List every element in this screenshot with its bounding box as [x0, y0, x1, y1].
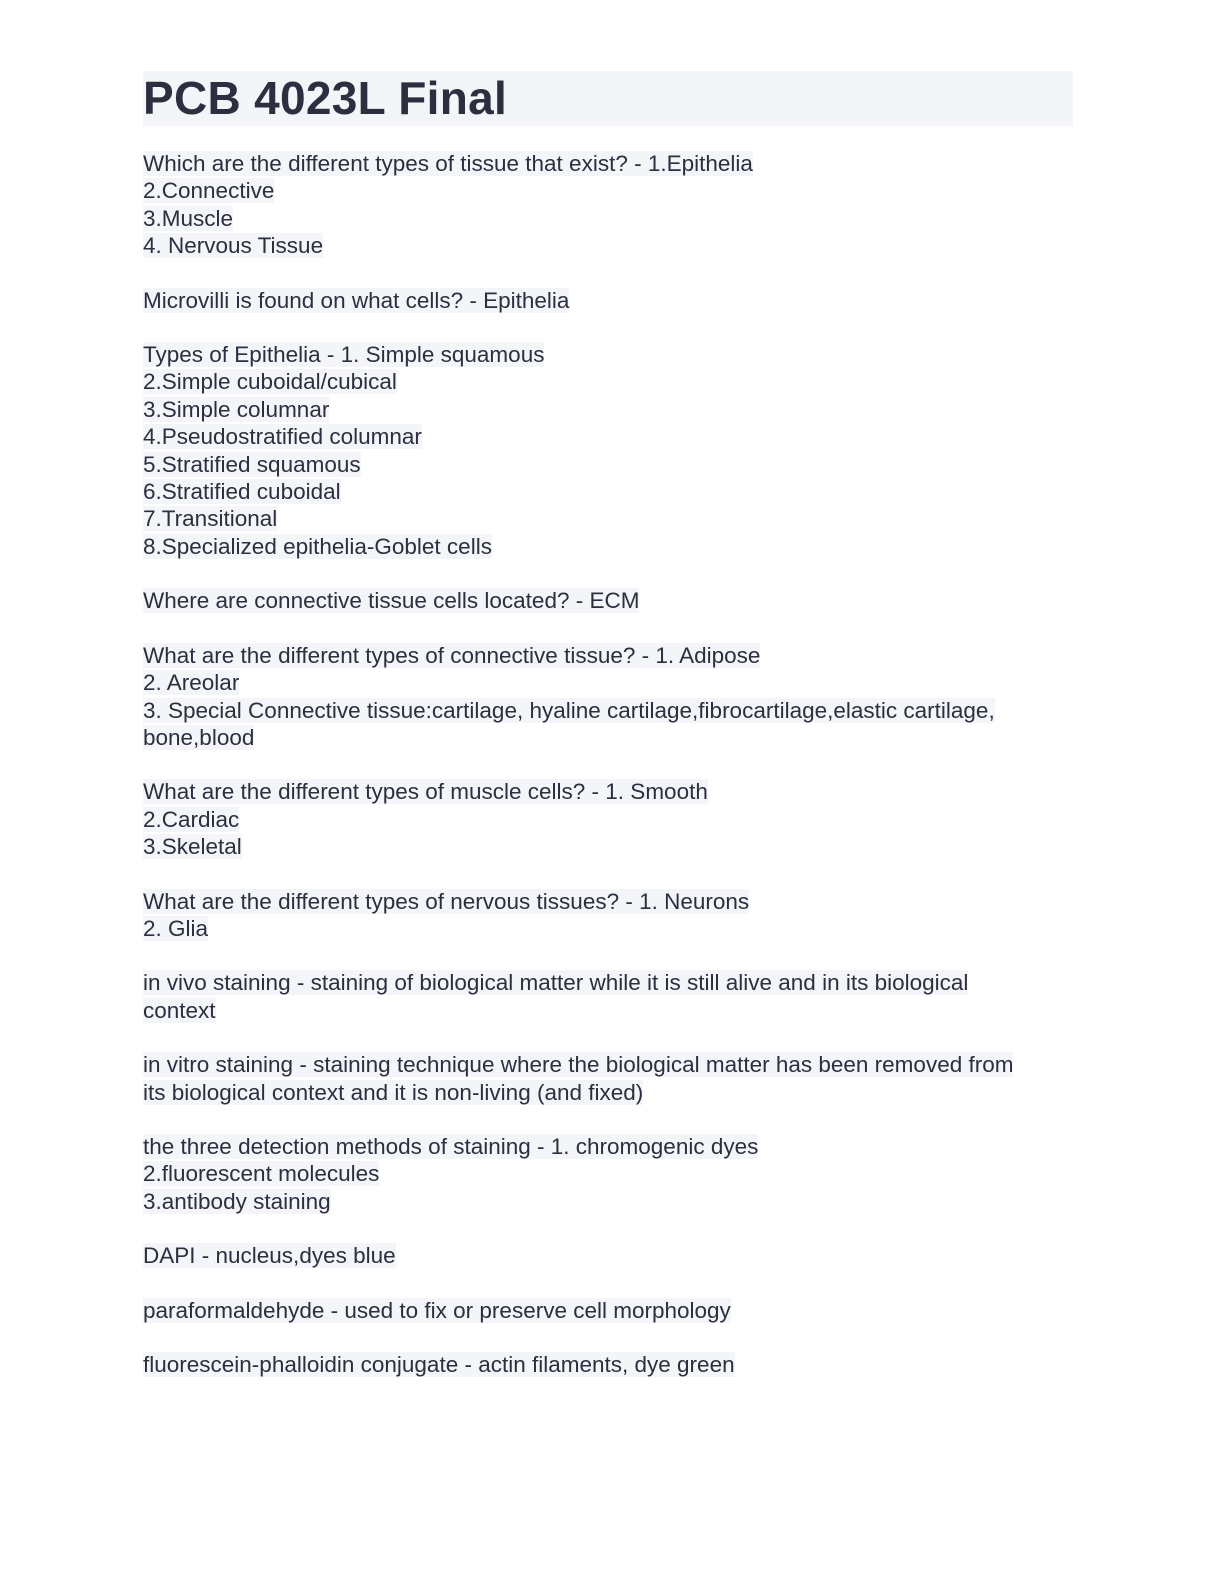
flashcard-line-text: 4.Pseudostratified columnar — [143, 424, 422, 450]
flashcard-line — [143, 1051, 1073, 1078]
flashcard-line-text: 6.Stratified cuboidal — [143, 479, 341, 505]
flashcard-line — [143, 642, 1073, 669]
flashcard-line — [143, 1188, 1073, 1215]
flashcard-line-text: 3. Special Connective tissue:cartilage, hyaline cartilage,fibrocartilage,elastic cartilage, — [143, 697, 995, 723]
flashcard-line — [143, 1297, 1073, 1324]
flashcard-entry — [143, 888, 1073, 943]
flashcard-line — [143, 833, 1073, 860]
flashcard-line-text: context — [143, 997, 216, 1023]
flashcard-entry — [143, 778, 1073, 860]
flashcard-entry — [143, 287, 1073, 314]
page-title: PCB 4023L Final — [143, 72, 508, 124]
flashcard-line — [143, 969, 1073, 996]
flashcard-line — [143, 150, 1073, 177]
flashcard-line-text: 2.Connective — [143, 178, 275, 204]
flashcard-entry — [143, 1242, 1073, 1269]
flashcard-line-text: fluorescein-phalloidin conjugate - actin filaments, dye green — [143, 1352, 735, 1377]
flashcard-line — [143, 778, 1073, 805]
flashcard-line-text: Where are connective tissue cells located? - ECM — [143, 588, 640, 614]
title-bar — [143, 71, 1073, 126]
flashcard-line-text: in vitro staining - staining technique where the biological matter has been removed from — [143, 1052, 1014, 1078]
flashcard-line-text: Which are the different types of tissue that exist? - 1.Epithelia — [143, 151, 753, 176]
flashcard-line-text: 2. Areolar — [143, 670, 240, 696]
flashcard-line-text: 8.Specialized epithelia-Goblet cells — [143, 533, 492, 559]
flashcard-line-text: 3.Simple columnar — [143, 396, 330, 422]
flashcard-line — [143, 1351, 1073, 1378]
flashcard-line-text: its biological context and it is non-living (and fixed) — [143, 1079, 644, 1105]
flashcard-entry — [143, 1051, 1073, 1106]
flashcard-line — [143, 697, 1073, 724]
flashcard-line-text: 2.Simple cuboidal/cubical — [143, 369, 397, 395]
flashcard-line-text: 7.Transitional — [143, 506, 278, 532]
flashcard-line — [143, 478, 1073, 505]
flashcard-entry — [143, 642, 1073, 752]
flashcard-line — [143, 1079, 1073, 1106]
flashcard-entry — [143, 587, 1073, 614]
flashcard-entry — [143, 1133, 1073, 1215]
flashcard-line — [143, 1242, 1073, 1269]
flashcard-line — [143, 341, 1073, 368]
flashcard-line-text: 4. Nervous Tissue — [143, 233, 324, 259]
flashcard-line-text: Types of Epithelia - 1. Simple squamous — [143, 342, 545, 368]
flashcard-entry — [143, 341, 1073, 560]
flashcard-line — [143, 587, 1073, 614]
flashcard-line-text: the three detection methods of staining - 1. chromogenic dyes — [143, 1133, 759, 1159]
flashcard-entry — [143, 1351, 1073, 1378]
flashcard-line — [143, 669, 1073, 696]
flashcard-line-text: 3.antibody staining — [143, 1188, 331, 1214]
flashcard-line-text: 5.Stratified squamous — [143, 451, 361, 477]
flashcard-line — [143, 915, 1073, 942]
flashcard-line — [143, 205, 1073, 232]
flashcard-line-text: DAPI - nucleus,dyes blue — [143, 1243, 396, 1269]
flashcard-line-text: What are the different types of connective tissue? - 1. Adipose — [143, 642, 761, 668]
flashcard-line — [143, 232, 1073, 259]
flashcard-line — [143, 997, 1073, 1024]
flashcard-line-text: 2. Glia — [143, 915, 209, 941]
flashcard-line — [143, 368, 1073, 395]
flashcard-line — [143, 806, 1073, 833]
flashcard-line — [143, 287, 1073, 314]
flashcard-line — [143, 724, 1073, 751]
flashcard-line — [143, 1133, 1073, 1160]
flashcard-line-text: What are the different types of muscle cells? - 1. Smooth — [143, 779, 708, 805]
flashcard-entry — [143, 969, 1073, 1024]
flashcard-line — [143, 888, 1073, 915]
flashcard-line-text: What are the different types of nervous tissues? - 1. Neurons — [143, 888, 750, 914]
flashcard-line-text: in vivo staining - staining of biological matter while it is still alive and in its biological — [143, 970, 969, 996]
flashcard-line-text: Microvilli is found on what cells? - Epithelia — [143, 287, 570, 313]
flashcard-line — [143, 533, 1073, 560]
document-page — [143, 71, 1073, 1405]
flashcard-line — [143, 423, 1073, 450]
flashcard-line-text: 2.fluorescent molecules — [143, 1161, 380, 1187]
flashcard-line — [143, 451, 1073, 478]
flashcard-line — [143, 396, 1073, 423]
flashcard-line-text: bone,blood — [143, 724, 255, 750]
flashcard-line-text: 2.Cardiac — [143, 806, 240, 832]
flashcard-list — [143, 150, 1073, 1378]
flashcard-entry — [143, 150, 1073, 260]
flashcard-line-text: paraformaldehyde - used to fix or preserve cell morphology — [143, 1297, 731, 1323]
flashcard-entry — [143, 1297, 1073, 1324]
flashcard-line-text: 3.Muscle — [143, 205, 234, 231]
flashcard-line — [143, 505, 1073, 532]
flashcard-line — [143, 1160, 1073, 1187]
flashcard-line-text: 3.Skeletal — [143, 834, 242, 860]
flashcard-line — [143, 177, 1073, 204]
